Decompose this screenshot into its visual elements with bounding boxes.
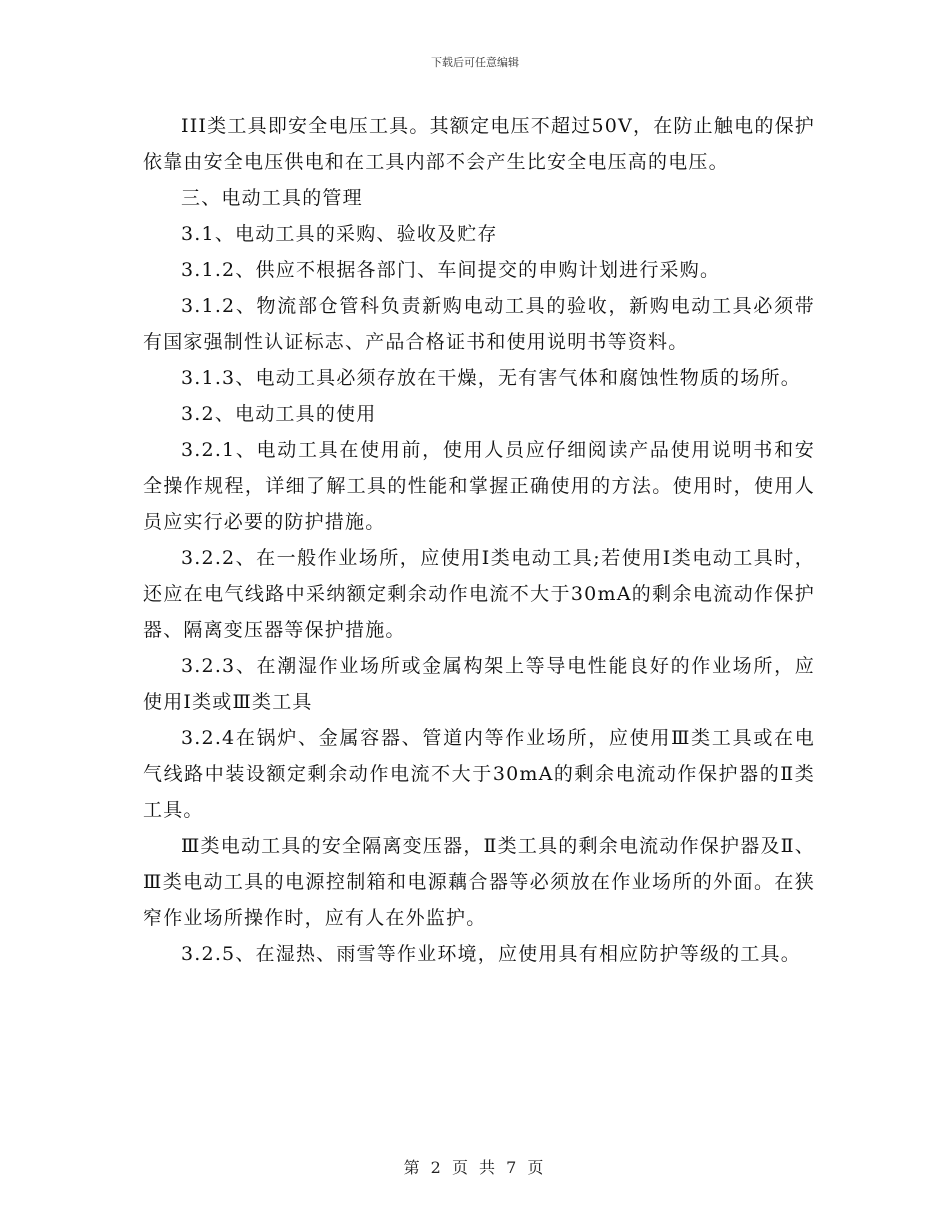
paragraph-3-2-5: 3.2.5、在湿热、雨雪等作业环境，应使用具有相应防护等级的工具。 — [181, 943, 801, 965]
paragraph-3-2-2: 3.2.2、在一般作业场所，应使用Ⅰ类电动工具;若使用Ⅰ类电动工具时，还应在电气线路中采纳额定剩余动作电流不大于30mA的剩余电流动作保护器、隔离变压器等保护措施。 — [143, 547, 815, 641]
paragraph-3-1-2-a: 3.1.2、供应不根据各部门、车间提交的申购计划进行采购。 — [181, 259, 721, 281]
paragraph-3-2-1: 3.2.1、电动工具在使用前，使用人员应仔细阅读产品使用说明书和安全操作规程，详细了解工具的性能和掌握正确使用的方法。使用时，使用人员应实行必要的防护措施。 — [143, 439, 815, 533]
heading-3-1: 3.1、电动工具的采购、验收及贮存 — [181, 223, 498, 245]
document-body — [143, 108, 815, 972]
paragraph-class-iii-tools: III类工具即安全电压工具。其额定电压不超过50V，在防止触电的保护依靠由安全电压供电和在工具内部不会产生比安全电压高的电压。 — [143, 115, 815, 173]
paragraph-3-2-3: 3.2.3、在潮湿作业场所或金属构架上等导电性能良好的作业场所，应使用Ⅰ类或Ⅲ类工具 — [143, 655, 815, 713]
page-number-footer: 第 2 页 共 7 页 — [403, 1158, 547, 1177]
heading-3-2: 3.2、电动工具的使用 — [181, 403, 377, 425]
heading-tool-management: 三、电动工具的管理 — [181, 187, 363, 209]
page-header: 下载后可任意编辑 — [431, 56, 519, 69]
paragraph-3-2-4: 3.2.4在锅炉、金属容器、管道内等作业场所，应使用Ⅲ类工具或在电气线路中装设额定剩余动作电流不大于30mA的剩余电流动作保护器的Ⅱ类工具。 — [143, 727, 815, 821]
paragraph-class-iii-transformer: Ⅲ类电动工具的安全隔离变压器，Ⅱ类工具的剩余电流动作保护器及Ⅱ、Ⅲ类电动工具的电源控制箱和电源藕合器等必须放在作业场所的外面。在狭窄作业场所操作时，应有人在外监护。 — [143, 835, 815, 929]
paragraph-3-1-2-b: 3.1.2、物流部仓管科负责新购电动工具的验收，新购电动工具必须带有国家强制性认证标志、产品合格证书和使用说明书等资料。 — [143, 295, 815, 353]
paragraph-3-1-3: 3.1.3、电动工具必须存放在干燥，无有害气体和腐蚀性物质的场所。 — [181, 367, 801, 389]
